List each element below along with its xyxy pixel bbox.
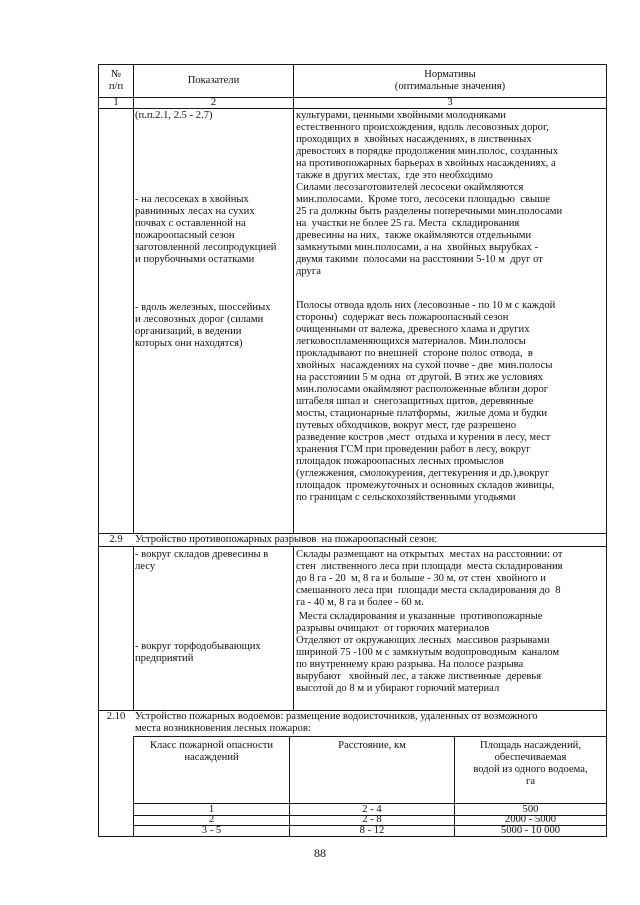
column-number-2: 2: [210, 97, 217, 108]
block1-right-line: древостоях в порядке продолжения мин.полос, созданных: [296, 146, 559, 157]
block3-right-line: хвойных насаждениях на сухой почве - две мин.полосы: [296, 360, 553, 371]
block3-right-line: площадок промежуточных и основных складов живицы,: [296, 480, 555, 491]
sub-row3-class: 3 - 5: [201, 825, 222, 836]
row29-item1-right-line: Склады размещают на открытых местах на расстоянии: от: [296, 549, 563, 560]
row29-item2-right-line: Отделяют от окружающих лесных массивов разрывами: [296, 635, 550, 646]
row29-item1-right-line: разрывы очищают от горючих материалов: [296, 623, 490, 634]
block2-left-line: заготовленной лесопродукцией: [135, 242, 277, 253]
header-num-line1: №: [110, 69, 122, 80]
block3-left-line: - вдоль железных, шоссейных: [135, 302, 271, 313]
block3-right-line: на расстоянии 5 м одна от другой. В этих же условиях: [296, 372, 543, 383]
block3-right-line: легковоспламеняющихся материалов. Мин.полосы: [296, 336, 526, 347]
row29-item1-right-line: до 8 га - 20 м, 8 га и больше - 30 м, от стен хвойного и: [296, 573, 546, 584]
block1-left-ref: (п.п.2.1, 2.5 - 2.7): [135, 110, 213, 121]
row29-item1-left-line: - вокруг складов древесины в: [135, 549, 269, 560]
block2-left-line: почвах с оставленной на: [135, 218, 246, 229]
column-number-1: 1: [113, 97, 119, 108]
block2-right-line: 25 га должны быть разделены поперечными мин.полосами: [296, 206, 563, 217]
row210-title-line: места возникновения лесных пожаров:: [135, 723, 311, 734]
block2-right-line: мин.полосами. Кроме того, лесосеки площадью свыше: [296, 194, 550, 205]
column-number-3: 3: [447, 97, 453, 108]
block2-right-line: древесины на них, также окаймляются отдельными: [296, 230, 532, 241]
block1-right-line: проходящих в хвойных насаждениях, в лиственных: [296, 134, 532, 145]
row29-item1-left-line: лесу: [135, 561, 156, 572]
block3-right-line: хранения ГСМ при проведении работ в лесу, вокруг: [296, 444, 531, 455]
block1-right-line: на противопожарных барьерах в хвойных насаждениях, а: [296, 158, 556, 169]
header-norms-line2: (оптимальные значения): [394, 81, 506, 92]
block1-right-line: естественного происхождения, вдоль лесовозных дорог,: [296, 122, 549, 133]
block3-right-line: прокладывают по внешней стороне полос отвода, в: [296, 348, 533, 359]
row210-title-border: [133, 736, 607, 737]
block2-left-line: и порубочными остатками: [135, 254, 255, 265]
block3-right-line: стороны) содержат весь пожароопасный сезон: [296, 312, 509, 323]
block3-right-line: штабеля шпал и снегозащитных щитов, деревянные: [296, 396, 534, 407]
block2-right-line: Силами лесозаготовителей лесосеки окаймляются: [296, 182, 524, 193]
sub-header-area-line: водой из одного водоема,: [473, 764, 588, 775]
row29-title-border: [98, 546, 607, 547]
block2-left-line: - на лесосеках в хвойных: [135, 194, 249, 205]
sub-header-area-line: обеспечиваемая: [494, 752, 567, 763]
block3-right-line: Полосы отвода вдоль них (лесовозные - по 10 м с каждой: [296, 300, 556, 311]
block2-right-line: замкнутыми мин.полосами, а на хвойных вырубках -: [296, 242, 538, 253]
row29-item2-left-line: предприятий: [135, 653, 194, 664]
row29-item2-right-line: высотой до 8 м и убирают горючий материал: [296, 683, 500, 694]
block1-right-line: культурами, ценными хвойными молодняками: [296, 110, 506, 121]
block3-right-line: по границам с сельскохозяйственными угодьями: [296, 492, 516, 503]
sub-header-area-line: Площадь насаждений,: [480, 740, 581, 751]
sub-row3-area: 5000 - 10 000: [500, 825, 561, 836]
col2-divider-upper: [293, 64, 294, 533]
block3-right-line: мин.полосами окаймляют расположенные вблизи дорог: [296, 384, 549, 395]
header-norms-line1: Нормативы: [424, 69, 476, 80]
sub-header-class-line1: Класс пожарной опасности: [149, 740, 273, 751]
row29-item1-right-line: смешанного леса при площади места складирования до 8: [296, 585, 561, 596]
block1-right-line: также в других местах, где это необходимо: [296, 170, 493, 181]
sub-header-distance: Расстояние, км: [338, 740, 406, 751]
sub-row1-area: 500: [522, 804, 539, 815]
row29-item2-right-line: вырубают хвойный лес, а также лиственные деревья: [296, 671, 542, 682]
sub-row2-distance: 2 - 8: [362, 814, 382, 825]
sub-row2-area: 2000 - 5000: [504, 814, 557, 825]
page-number: 88: [314, 846, 326, 860]
row210-number: 2.10: [106, 711, 126, 722]
row29-item1-right-line: Места складирования и указанные противопожарные: [296, 611, 543, 622]
block3-right-line: площадок пожароопасных лесных промыслов: [296, 456, 504, 467]
header-num-line2: п/п: [108, 81, 124, 92]
sub-header-class-line2: насаждений: [184, 752, 239, 763]
table-right-border: [606, 64, 607, 836]
col1-divider-mid: [133, 546, 134, 710]
table-top-border: [98, 64, 607, 65]
block3-right-line: разведение костров ,мест отдыха и курения в лесу, мест: [296, 432, 551, 443]
block2-right-line: на участки не более 25 га. Места складирования: [296, 218, 520, 229]
block3-right-line: путевых обходчиков, вокруг мест, где разрешено: [296, 420, 517, 431]
block2-left-line: пожароопасный сезон: [135, 230, 235, 241]
row29-item2-right-line: по внутреннему краю разрыва. На полосе разрыва: [296, 659, 524, 670]
block3-right-line: (углежжения, смолокурения, дегтекурения и др.),вокруг: [296, 468, 550, 479]
row29-item2-right-line: шириной 75 -100 м с замкнутым водопроводным каналом: [296, 647, 560, 658]
block3-right-line: мосты, стационарные платформы, жилые дома и будки: [296, 408, 548, 419]
row29-number: 2.9: [109, 534, 123, 545]
block3-right-line: очищенными от валежа, древесного хлама и других: [296, 324, 530, 335]
sub-row1-distance: 2 - 4: [362, 804, 382, 815]
block2-right-line: друга: [296, 266, 321, 277]
sub-header-area-line: га: [525, 776, 536, 787]
row29-item1-right-line: стен лиственного леса при площади места складирования: [296, 561, 563, 572]
block2-left-line: равнинных лесах на сухих: [135, 206, 255, 217]
block2-right-line: двумя такими полосами на расстоянии 5-10 м друг от: [296, 254, 543, 265]
sub-row1-class: 1: [208, 804, 215, 815]
header-indicators: Показатели: [187, 75, 240, 86]
block3-left-line: организаций, в ведении: [135, 326, 242, 337]
row29-title: Устройство противопожарных разрывов на пожароопасный сезон:: [135, 534, 438, 545]
block3-left-line: которых они находятся): [135, 338, 243, 349]
sub-row2-class: 2: [208, 814, 215, 825]
row210-title-line: Устройство пожарных водоемов: размещение водоисточников, удаленных от возможного: [135, 711, 538, 722]
col2-divider-mid: [293, 546, 294, 710]
col1-divider-upper: [133, 64, 134, 533]
row29-item2-left-line: - вокруг торфодобывающих: [135, 641, 261, 652]
row29-item1-right-line: га - 40 м, 8 га и более - 60 м.: [296, 597, 424, 608]
block3-left-line: и лесовозных дорог (силами: [135, 314, 264, 325]
sub-row3-distance: 8 - 12: [359, 825, 385, 836]
